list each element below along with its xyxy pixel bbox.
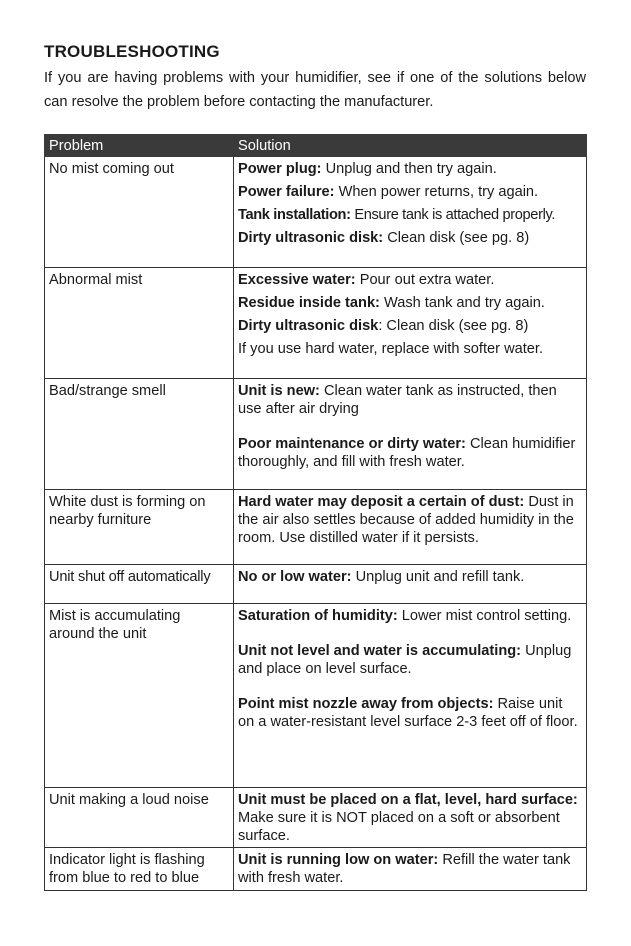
solution-line xyxy=(238,568,582,586)
solution-line xyxy=(238,435,582,471)
solution-line xyxy=(238,229,582,247)
solution-line xyxy=(238,607,582,625)
problem-cell: Abnormal mist xyxy=(45,268,234,379)
table-row xyxy=(45,788,587,848)
solution-line xyxy=(238,791,582,845)
solution-line xyxy=(238,317,582,335)
solution-text: If you use hard water, replace with softer water. xyxy=(238,341,544,357)
solution-line xyxy=(238,271,582,289)
problem-cell: No mist coming out xyxy=(45,157,234,268)
document-body xyxy=(44,42,586,114)
solution-line xyxy=(238,642,582,678)
solution-text: Unplug and then try again. xyxy=(321,161,497,177)
table-row xyxy=(45,379,587,490)
solution-line xyxy=(238,183,582,201)
solution-text: : Clean disk (see pg. 8) xyxy=(378,318,529,334)
solution-text: Raise unit on a water-resistant level surface 2-3 feet off of floor. xyxy=(238,696,578,730)
problem-cell: Unit making a loud noise xyxy=(45,788,234,848)
solution-label: Dirty ultrasonic disk xyxy=(238,318,379,334)
intro-paragraph: If you are having problems with your humidifier, see if one of the solutions below can resolve the problem before contacting the manufacturer. xyxy=(44,70,586,110)
solution-cell xyxy=(234,490,587,565)
problem-cell: Bad/strange smell xyxy=(45,379,234,490)
table-row xyxy=(45,848,587,891)
solution-line xyxy=(238,160,582,178)
solution-line xyxy=(238,851,582,887)
solution-label: Saturation of humidity: xyxy=(238,608,398,624)
table-header-row xyxy=(45,135,587,157)
problem-cell: Indicator light is flashing from blue to red to blue xyxy=(45,848,234,891)
solution-text: Lower mist control setting. xyxy=(397,608,572,624)
solution-cell xyxy=(234,604,587,788)
table-row xyxy=(45,604,587,788)
solution-line xyxy=(238,493,582,547)
problem-cell: Unit shut off automatically xyxy=(45,565,234,604)
solution-text: Make sure it is NOT placed on a soft or absorbent surface. xyxy=(238,810,560,844)
solution-text: Pour out extra water. xyxy=(355,272,495,288)
solution-label: Unit is new: xyxy=(238,383,320,399)
solution-label: Point mist nozzle away from objects: xyxy=(238,696,494,712)
solution-label: Unit must be placed on a flat, level, hard surface: xyxy=(238,792,578,808)
solution-label: Power plug: xyxy=(238,161,322,177)
solution-text: Dust in the air also settles because of added humidity in the room. Use distilled water if it persists. xyxy=(238,494,574,546)
solution-text: Wash tank and try again. xyxy=(379,295,545,311)
solution-cell xyxy=(234,788,587,848)
solution-label: Tank installation: xyxy=(238,207,351,223)
solution-text: Clean humidifier thoroughly, and fill with fresh water. xyxy=(238,436,576,470)
problem-cell: Mist is accumulating around the unit xyxy=(45,604,234,788)
table-row xyxy=(45,157,587,268)
solution-cell xyxy=(234,565,587,604)
header-solution: Solution xyxy=(234,135,587,157)
solution-line xyxy=(238,695,582,731)
table-row xyxy=(45,565,587,604)
solution-label: Hard water may deposit a certain of dust: xyxy=(238,494,525,510)
table-row xyxy=(45,490,587,565)
table-row xyxy=(45,268,587,379)
solution-cell xyxy=(234,379,587,490)
solution-text: Ensure tank is attached properly. xyxy=(350,207,556,223)
solution-label: Dirty ultrasonic disk: xyxy=(238,230,384,246)
solution-label: Poor maintenance or dirty water: xyxy=(238,436,466,452)
solution-label: No or low water: xyxy=(238,569,352,585)
solution-label: Unit is running low on water: xyxy=(238,852,439,868)
solution-line xyxy=(238,294,582,312)
solution-line xyxy=(238,340,582,358)
solution-text: When power returns, try again. xyxy=(334,184,539,200)
header-problem: Problem xyxy=(45,135,234,157)
solution-label: Unit not level and water is accumulating: xyxy=(238,643,522,659)
solution-cell xyxy=(234,268,587,379)
solution-line xyxy=(238,382,582,418)
problem-cell: White dust is forming on nearby furniture xyxy=(45,490,234,565)
solution-cell xyxy=(234,157,587,268)
solution-label: Excessive water: xyxy=(238,272,356,288)
solution-label: Residue inside tank: xyxy=(238,295,380,311)
solution-text: Clean disk (see pg. 8) xyxy=(383,230,530,246)
troubleshooting-table xyxy=(44,134,587,891)
solution-text: Refill the water tank with fresh water. xyxy=(238,852,571,886)
solution-text: Clean water tank as instructed, then use after air drying xyxy=(238,383,557,417)
solution-label: Power failure: xyxy=(238,184,335,200)
solution-line xyxy=(238,206,582,224)
page-title: TROUBLESHOOTING xyxy=(44,42,220,61)
solution-text: Unplug unit and refill tank. xyxy=(351,569,525,585)
solution-text: Unplug and place on level surface. xyxy=(238,643,572,677)
solution-cell xyxy=(234,848,587,891)
